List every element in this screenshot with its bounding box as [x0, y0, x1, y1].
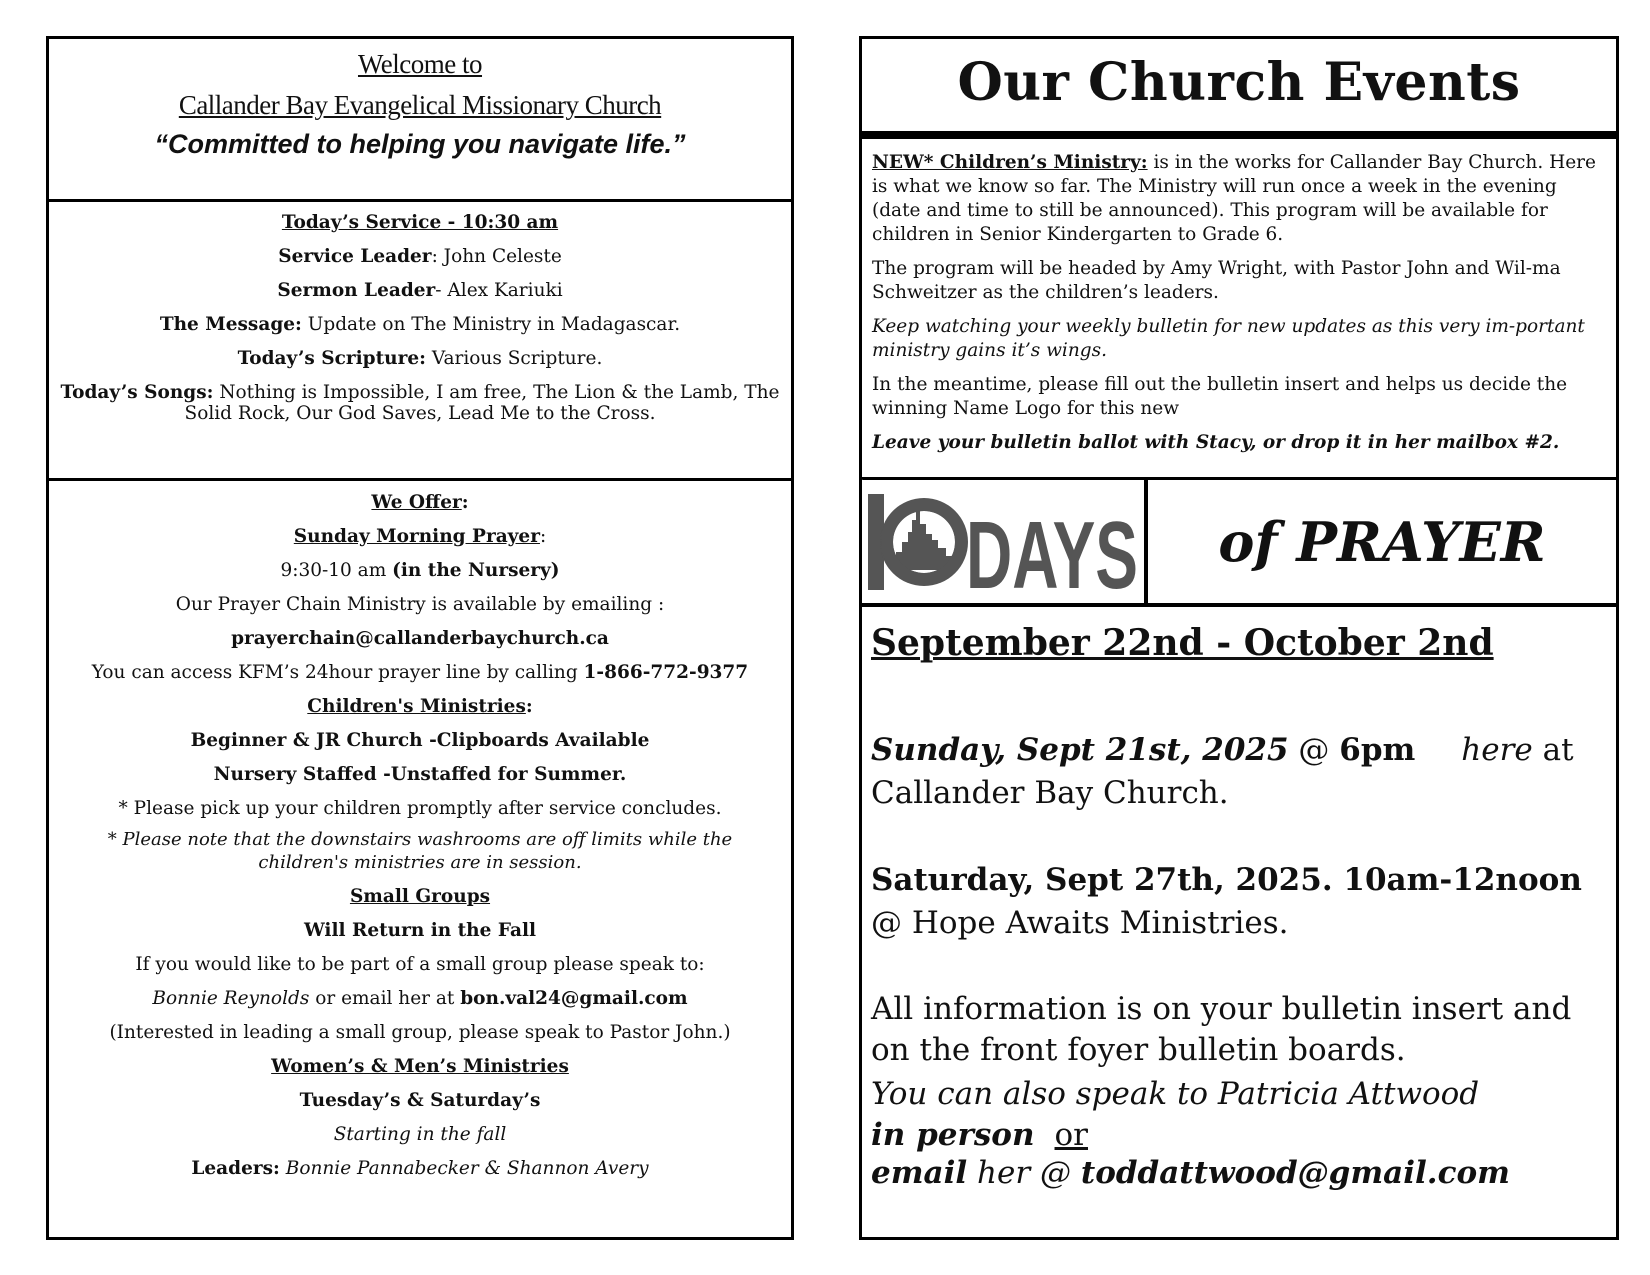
ballot-text: Leave your bulletin ballot with Stacy, or drop it in her mailbox #2.: [872, 432, 1560, 453]
kfm-line: [49, 662, 791, 684]
church-name: [49, 90, 791, 121]
meantime-paragraph: In the meantime, please fill out the bulletin insert and helps us decide the winning Name Logo for this new: [872, 374, 1568, 419]
prayer-heading: [49, 526, 791, 548]
prayer-dates-panel: [859, 603, 1619, 1240]
email-mid: her @: [967, 1155, 1081, 1191]
logo-days-text: DAYS: [966, 502, 1138, 609]
small-groups-heading: [49, 886, 791, 908]
church-motto: “Committed to helping you navigate life.”: [154, 129, 686, 159]
in-person-text: in person: [871, 1117, 1035, 1153]
wm-start: [49, 1124, 791, 1146]
wm-leaders-value: Bonnie Pannabecker & Shannon Avery: [279, 1158, 649, 1179]
prayer-time-text: 9:30-10 am: [280, 560, 393, 581]
service-leader: [49, 246, 791, 267]
saturday-place: @ Hope Awaits Ministries.: [871, 905, 1289, 941]
headed-paragraph: The program will be headed by Amy Wright, with Pastor John and Wil-ma Schweitzer as the children’s leaders.: [872, 258, 1561, 303]
children-note-2: [49, 828, 791, 874]
children-heading: [49, 696, 791, 718]
children-line-2: [49, 764, 791, 786]
children-note-1: * Please pick up your children promptly after service concludes.: [118, 798, 722, 819]
events-title-panel: [859, 36, 1619, 134]
children-line-2-text: Nursery Staffed -Unstaffed for Summer.: [213, 764, 627, 785]
small-groups-lead: (Interested in leading a small group, please speak to Pastor John.): [109, 1022, 731, 1043]
sunday-date: Sunday, Sept 21st, 2025: [871, 732, 1289, 768]
prayer-heading-colon: :: [539, 526, 547, 547]
welcome-line: Welcome to: [357, 49, 483, 79]
saturday-line: [871, 859, 1608, 902]
ten-days-logo-graphic: [862, 480, 1144, 609]
wm-heading-text: Women’s & Men’s Ministries: [271, 1056, 569, 1077]
children-heading-colon: :: [525, 696, 533, 717]
email-address[interactable]: toddattwood@gmail.com: [1080, 1155, 1510, 1191]
small-groups-contact-mid: or email her at: [309, 988, 461, 1009]
service-songs: [49, 382, 791, 424]
wm-leaders: [49, 1158, 791, 1180]
offer-heading-text: We Offer: [371, 492, 462, 513]
prayer-title: of PRAYER: [1218, 509, 1546, 574]
kids-ministry-text: is in the works for Callander Bay Church. Here is what we know so far. The Ministry will run once a week in the evening (date and time to still be announced). This program will be available for children in Senior Kindergarten to Grade 6.: [872, 152, 1596, 245]
news-panel: [859, 134, 1619, 480]
service-scripture: [49, 348, 791, 369]
saturday-date: Saturday, Sept 27th, 2025. 10am-12noon: [871, 862, 1582, 898]
service-panel: [46, 199, 794, 481]
sunday-here: here: [1461, 732, 1533, 768]
logo-number-text: 10: [862, 480, 863, 481]
small-groups-heading-text: Small Groups: [349, 886, 491, 907]
wm-start-text: Starting in the fall: [333, 1124, 507, 1145]
service-heading: [49, 212, 791, 233]
scripture-label: Today’s Scripture:: [237, 348, 426, 369]
kfm-text: You can access KFM’s 24hour prayer line by calling: [91, 662, 584, 683]
welcome-panel: [46, 36, 794, 202]
wm-heading: [49, 1056, 791, 1078]
children-line-1: [49, 730, 791, 752]
children-note-2-text: * Please note that the downstairs washrooms are off limits while the children's ministries are in session.: [107, 829, 733, 873]
sunday-time: 6pm: [1339, 732, 1416, 768]
sermon-leader: [49, 280, 791, 301]
prayer-chain-text: Our Prayer Chain Ministry is available by emailing :: [175, 594, 665, 615]
service-leader-label: Service Leader: [278, 246, 432, 267]
songs-value: Nothing is Impossible, I am free, The Lion & the Lamb, The Solid Rock, Our God Saves, Lead Me to the Cross.: [184, 382, 780, 424]
scripture-value: Various Scripture.: [425, 348, 603, 369]
events-title: Our Church Events: [957, 52, 1521, 113]
church-name-text: Callander Bay Evangelical Missionary Church: [178, 90, 662, 120]
prayer-date-range: September 22nd - October 2nd: [871, 622, 1494, 664]
sermon-leader-label: Sermon Leader: [277, 280, 436, 301]
prayer-heading-text: Sunday Morning Prayer: [293, 526, 540, 547]
offer-panel: [46, 478, 794, 1240]
service-message: [49, 314, 791, 335]
sunday-at: @: [1288, 732, 1340, 768]
message-value: Update on The Ministry in Madagascar.: [301, 314, 681, 335]
in-person-line: [871, 1116, 1608, 1154]
prayer-banner: [859, 477, 1619, 609]
small-groups-text: If you would like to be part of a small group please speak to:: [135, 954, 705, 975]
children-line-1-text: Beginner & JR Church -Clipboards Available: [190, 730, 650, 751]
kids-ministry-paragraph: [872, 151, 1606, 247]
prayer-chain-email[interactable]: [49, 628, 791, 650]
kfm-phone[interactable]: 1-866-772-9377: [583, 662, 749, 683]
kids-ministry-label: NEW* Children’s Ministry:: [872, 152, 1148, 173]
children-heading-text: Children's Ministries: [307, 696, 526, 717]
offer-heading-colon: :: [461, 492, 469, 513]
songs-label: Today’s Songs:: [60, 382, 214, 403]
offer-heading: [49, 492, 791, 514]
small-groups-contact: [49, 988, 791, 1010]
small-groups-return: [49, 920, 791, 942]
sunday-line: [871, 729, 1608, 772]
service-heading-text: Today’s Service - 10:30 am: [281, 212, 559, 233]
sunday-at2: at: [1532, 732, 1574, 768]
wm-leaders-label: Leaders:: [191, 1158, 280, 1179]
small-groups-contact-email[interactable]: bon.val24@gmail.com: [460, 988, 688, 1009]
prayer-location: (in the Nursery): [392, 560, 560, 581]
prayer-chain-email-text[interactable]: prayerchain@callanderbaychurch.ca: [231, 628, 609, 649]
message-label: The Message:: [159, 314, 302, 335]
email-line: [871, 1154, 1608, 1192]
or-text: or: [1054, 1117, 1088, 1153]
small-groups-contact-name: Bonnie Reynolds: [152, 988, 310, 1009]
small-groups-return-text: Will Return in the Fall: [303, 920, 537, 941]
info-text: All information is on your bulletin insert and on the front foyer bulletin boards.: [871, 991, 1572, 1068]
speak-text: [871, 1073, 1608, 1116]
ten-days-logo: [862, 480, 1148, 609]
keep-watching-text: Keep watching your weekly bulletin for new updates as this very im-portant ministry gains it’s wings.: [872, 316, 1585, 361]
wm-days-text: Tuesday’s & Saturday’s: [299, 1090, 541, 1111]
sunday-place: Callander Bay Church.: [871, 775, 1229, 811]
sermon-leader-value: - Alex Kariuki: [435, 280, 563, 301]
ballot-paragraph: [872, 431, 1606, 455]
prayer-time: [49, 560, 791, 582]
email-label: email: [871, 1155, 968, 1191]
wm-days: [49, 1090, 791, 1112]
speak-text-value: You can also speak to Patricia Attwood: [871, 1076, 1480, 1112]
service-leader-value: : John Celeste: [431, 246, 562, 267]
welcome-heading: [49, 49, 791, 80]
keep-watching-paragraph: [872, 315, 1606, 363]
